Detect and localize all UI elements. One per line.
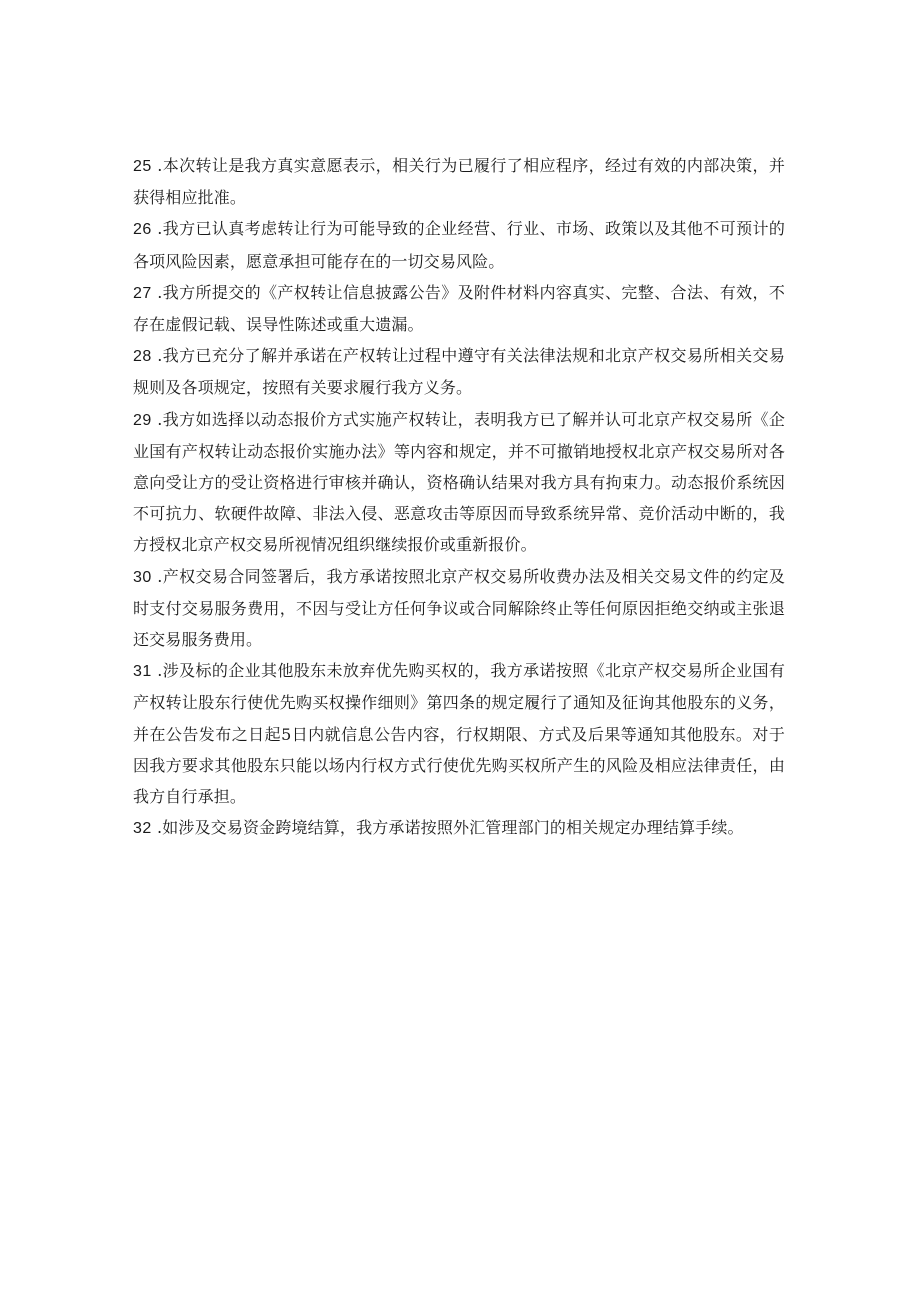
clause-text: .我方所提交的《产权转让信息披露公告》及附件材料内容真实、完整、合法、有效，不存在虚假记载、误导性陈述或重大遗漏。 bbox=[133, 282, 785, 335]
clause-number: 32 bbox=[133, 820, 152, 838]
clause-number: 30 bbox=[133, 568, 152, 586]
clause-text: .产权交易合同签署后，我方承诺按照北京产权交易所收费办法及相关交易文件的约定及时支付交易服务费用，不因与受让方任何争议或合同解除终止等任何原因拒绝交纳或主张退还交易服务费用。 bbox=[133, 566, 785, 650]
clause-text: .如涉及交易资金跨境结算，我方承诺按照外汇管理部门的相关规定办理结算手续。 bbox=[151, 818, 744, 838]
clause-25 bbox=[133, 150, 785, 213]
clause-number: 25 bbox=[133, 158, 152, 175]
clause-number: 29 bbox=[133, 411, 152, 429]
clause-32 bbox=[133, 812, 785, 844]
clause-30 bbox=[133, 561, 785, 656]
clause-28 bbox=[133, 340, 785, 403]
document-body bbox=[133, 150, 785, 844]
clause-31 bbox=[133, 655, 785, 812]
clause-number: 28 bbox=[133, 348, 152, 366]
clause-text: .我方已认真考虑转让行为可能导致的企业经营、行业、市场、政策以及其他不可预计的各项风险因素，愿意承担可能存在的一切交易风险。 bbox=[133, 219, 785, 271]
clause-text: .我方已充分了解并承诺在产权转让过程中遵守有关法律法规和北京产权交易所相关交易规则及各项规定，按照有关要求履行我方义务。 bbox=[133, 346, 785, 398]
clause-27 bbox=[133, 277, 785, 340]
clause-number: 26 bbox=[133, 221, 152, 239]
clause-29 bbox=[133, 404, 785, 561]
clause-number: 27 bbox=[133, 284, 152, 302]
clause-text: .本次转让是我方真实意愿表示，相关行为已履行了相应程序，经过有效的内部决策，并获得相应批准。 bbox=[133, 156, 785, 208]
clause-26 bbox=[133, 213, 785, 276]
clause-text: .涉及标的企业其他股东未放弃优先购买权的，我方承诺按照《北京产权交易所企业国有产权转让股东行使优先购买权操作细则》第四条的规定履行了通知及征询其他股东的义务，并在公告发布之日起5日内就信息公告内容，行权期限、方式及后果等通知其他股东。对于因我方要求其他股东只能以场内行权方式行使优先购买权所产生的风险及相应法律责任，由我方自行承担。 bbox=[133, 661, 785, 807]
clause-text: .我方如选择以动态报价方式实施产权转让，表明我方已了解并认可北京产权交易所《企业国有产权转让动态报价实施办法》等内容和规定，并不可撤销地授权北京产权交易所对各意向受让方的受让资格进行审核并确认，资格确认结果对我方具有拘束力。动态报价系统因不可抗力、软硬件故障、非法入侵、恶意攻击等原因而导致系统异常、竞价活动中断的，我方授权北京产权交易所视情况组织继续报价或重新报价。 bbox=[133, 409, 785, 555]
clause-number: 31 bbox=[133, 663, 152, 681]
